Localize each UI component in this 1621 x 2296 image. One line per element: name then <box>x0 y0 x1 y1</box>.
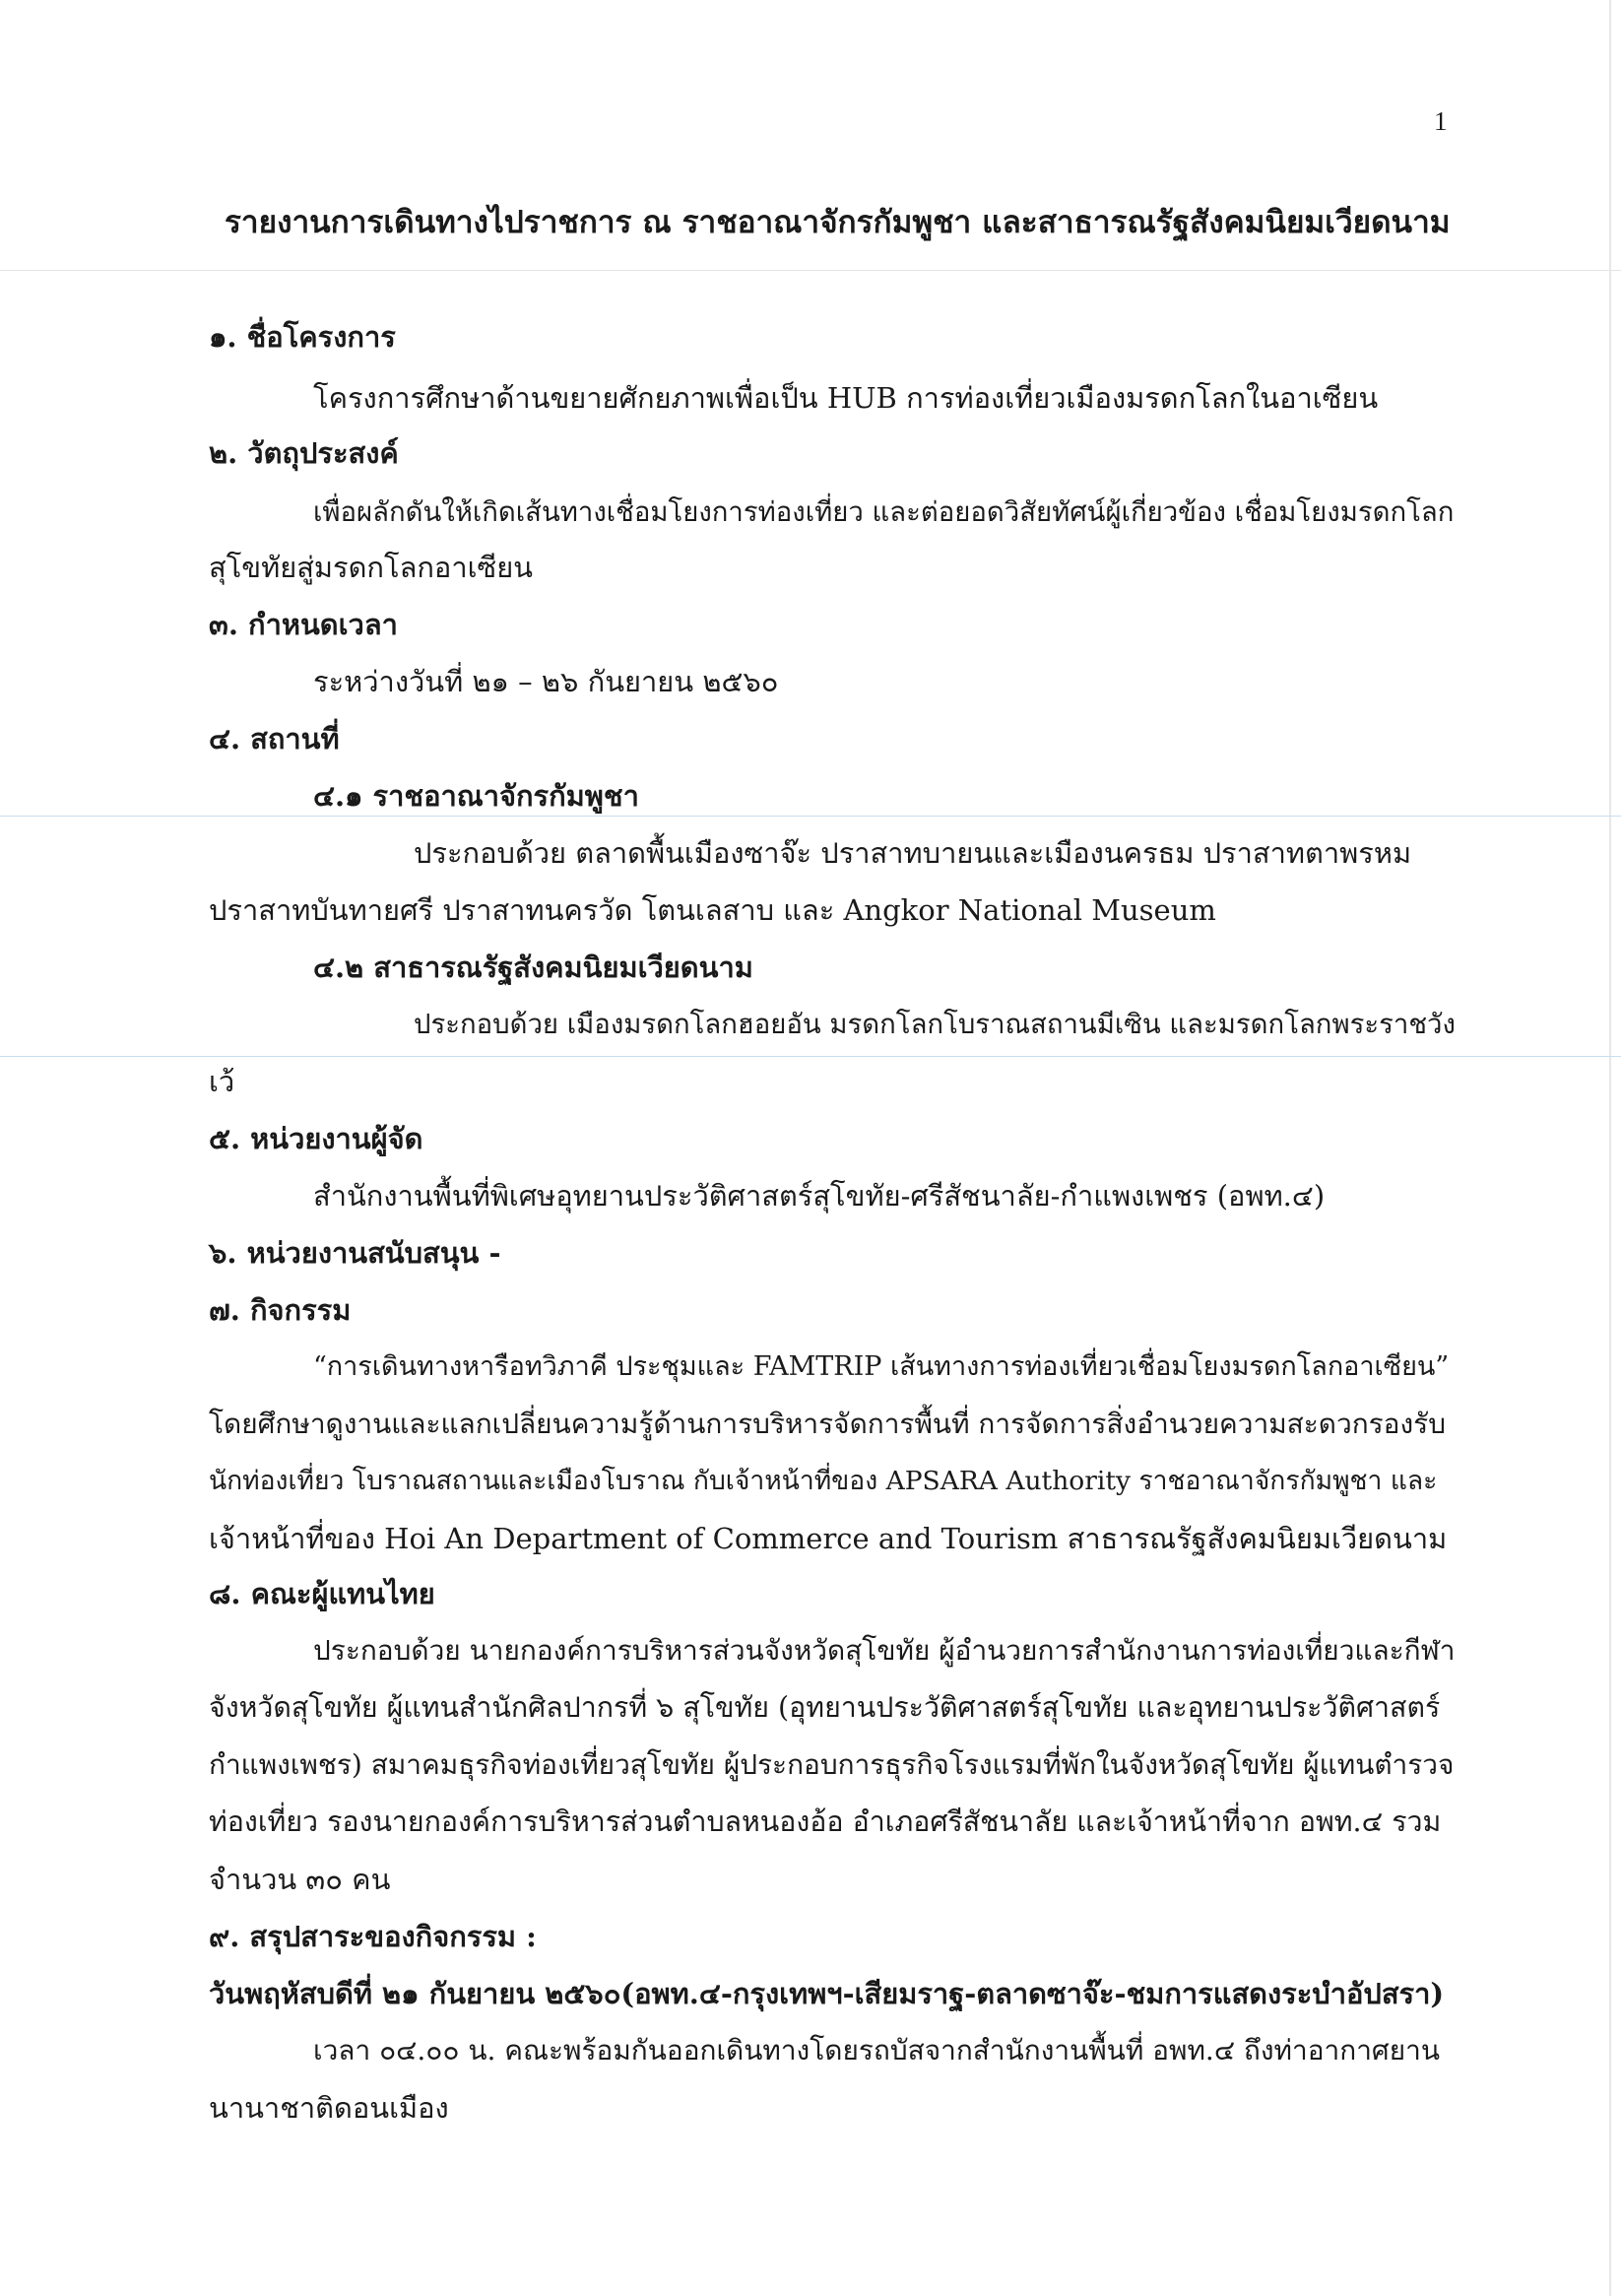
section-8-body-line: ประกอบด้วย นายกองค์การบริหารส่วนจังหวัดสุโขทัย ผู้อำนวยการสำนักงานการท่องเที่ยวและกีฬา <box>313 1634 1456 1667</box>
section-8-body-line: จำนวน ๓๐ คน <box>209 1863 391 1896</box>
section-8-body-line: ท่องเที่ยว รองนายกองค์การบริหารส่วนตำบลหนองอ้อ อำเภอศรีสัชนาลัย และเจ้าหน้าที่จาก อพท.๔ รวม <box>209 1805 1442 1838</box>
page-number: 1 <box>1434 106 1448 136</box>
section-4-1-body-line: ปราสาทบันทายศรี ปราสาทนครวัด โตนเลสาบ และ Angkor National Museum <box>209 893 1216 927</box>
section-4-2-heading: ๔.๒ สาธารณรัฐสังคมนิยมเวียดนาม <box>313 951 753 984</box>
section-9-body-line: นานาชาติดอนเมือง <box>209 2091 449 2125</box>
scan-artifact-line <box>0 270 1621 271</box>
section-3-heading: ๓. กำหนดเวลา <box>209 608 398 641</box>
section-2-body-line: เพื่อผลักดันให้เกิดเส้นทางเชื่อมโยงการท่องเที่ยว และต่อยอดวิสัยทัศน์ผู้เกี่ยวข้อง เชื่อมโยงมรดกโลก <box>313 496 1455 528</box>
section-9-body-line: เวลา ๐๔.๐๐ น. คณะพร้อมกันออกเดินทางโดยรถบัสจากสำนักงานพื้นที่ อพท.๔ ถึงท่าอากาศยาน <box>313 2034 1440 2066</box>
section-4-heading: ๔. สถานที่ <box>209 722 340 755</box>
section-7-body-line: โดยศึกษาดูงานและแลกเปลี่ยนความรู้ด้านการบริหารจัดการพื้นที่ การจัดการสิ่งอำนวยความสะดวกรองรับ <box>209 1408 1446 1440</box>
section-1-heading: ๑. ชื่อโครงการ <box>209 320 396 354</box>
section-1-body: โครงการศึกษาด้านขยายศักยภาพเพื่อเป็น HUB การท่องเที่ยวเมืองมรดกโลกในอาเซียน <box>313 381 1379 415</box>
section-8-heading: ๘. คณะผู้แทนไทย <box>209 1577 435 1610</box>
section-5-heading: ๕. หน่วยงานผู้จัด <box>209 1122 423 1155</box>
section-2-body-line: สุโขทัยสู่มรดกโลกอาเซียน <box>209 551 534 584</box>
scan-artifact-line <box>0 1056 1621 1057</box>
section-2-heading: ๒. วัตถุประสงค์ <box>209 436 399 470</box>
section-8-body-line: กำแพงเพชร) สมาคมธุรกิจท่องเที่ยวสุโขทัย ผู้ประกอบการธุรกิจโรงแรมที่พักในจังหวัดสุโขทัย ผู้แทนตำรวจ <box>209 1748 1455 1781</box>
section-6-heading: ๖. หน่วยงานสนับสนุน - <box>209 1236 501 1270</box>
scan-edge <box>1609 0 1611 2296</box>
section-9-heading: ๙. สรุปสาระของกิจกรรม : <box>209 1920 537 1953</box>
section-7-body-line: “การเดินทางหารือทวิภาคี ประชุมและ FAMTRIP เส้นทางการท่องเที่ยวเชื่อมโยงมรดกโลกอาเซียน” <box>313 1351 1450 1382</box>
scan-artifact-line <box>0 816 1621 817</box>
section-3-body: ระหว่างวันที่ ๒๑ – ๒๖ กันยายน ๒๕๖๐ <box>313 665 779 698</box>
section-7-heading: ๗. กิจกรรม <box>209 1293 352 1327</box>
section-5-body: สำนักงานพื้นที่พิเศษอุทยานประวัติศาสตร์สุโขทัย-ศรีสัชนาลัย-กำแพงเพชร (อพท.๔) <box>313 1179 1326 1213</box>
section-4-1-body-line: ประกอบด้วย ตลาดพื้นเมืองซาจ๊ะ ปราสาทบายนและเมืองนครธม ปราสาทตาพรหม <box>414 836 1412 870</box>
section-7-body-line: เจ้าหน้าที่ของ Hoi An Department of Commerce and Tourism สาธารณรัฐสังคมนิยมเวียดนาม <box>209 1522 1448 1555</box>
page-title: รายงานการเดินทางไปราชการ ณ ราชอาณาจักรกัมพูชา และสาธารณรัฐสังคมนิยมเวียดนาม <box>225 204 1451 240</box>
section-4-1-heading: ๔.๑ ราชอาณาจักรกัมพูชา <box>313 779 639 813</box>
section-9-day-heading: วันพฤหัสบดีที่ ๒๑ กันยายน ๒๕๖๐(อพท.๔-กรุงเทพฯ-เสียมราฐ-ตลาดซาจ๊ะ-ชมการแสดงระบำอัปสรา) <box>209 1977 1445 2010</box>
section-4-2-body-line: ประกอบด้วย เมืองมรดกโลกฮอยอัน มรดกโลกโบราณสถานมีเซิน และมรดกโลกพระราชวัง <box>414 1009 1456 1040</box>
section-7-body-line: นักท่องเที่ยว โบราณสถานและเมืองโบราณ กับเจ้าหน้าที่ของ APSARA Authority ราชอาณาจักรกัมพูชา และ <box>209 1466 1438 1496</box>
section-8-body-line: จังหวัดสุโขทัย ผู้แทนสำนักศิลปากรที่ ๖ สุโขทัย (อุทยานประวัติศาสตร์สุโขทัย และอุทยานประวัติศาสตร์ <box>209 1691 1441 1724</box>
section-4-2-body-line: เว้ <box>209 1065 235 1098</box>
